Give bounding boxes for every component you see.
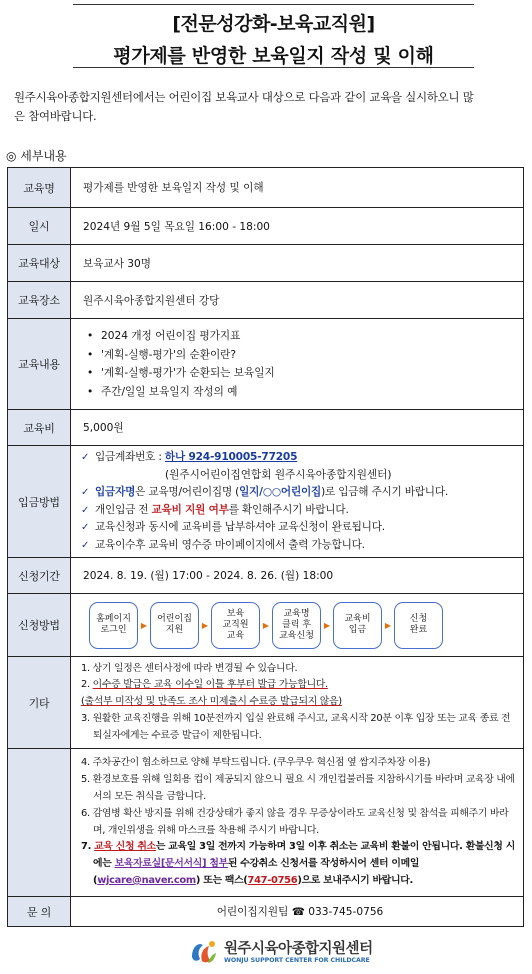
row-fee — [8, 410, 524, 446]
fax-number: 747-0756 — [247, 874, 298, 886]
account-holder: (원주시어린이집연합회 원주시육아종합지원센터) — [165, 468, 392, 481]
row-date — [8, 208, 524, 245]
title-box — [73, 4, 474, 68]
step-box: 신청 완료 — [394, 602, 443, 649]
list-item: 1. 상기 일정은 센터사정에 따라 변경될 수 있습니다. — [81, 662, 298, 674]
page-title-category: [전문성강화-보육교직원] — [172, 13, 375, 35]
list-item: (출석부 미작성 및 만족도 조사 미제출시 수료증 발급되지 않음) — [81, 696, 342, 708]
intro-line-2: 은 참여바랍니다. — [14, 109, 97, 123]
list-item: 7. 교육 신청 취소는 교육일 3일 전까지 가능하며 3일 이후 취소는 교육비 환불이 안됩니다. 환불신청 시에는 보육자료실[문서서식] 첨부된 수강취소 신청서를 작성하시어 센터 이메일(wjcare@naver.com) 또는 팩스(747-0756)으로 보내주시기 바랍니다. — [81, 841, 516, 886]
account-line: ✓ 입금계좌번호 : 하나 924-910005-77205 — [81, 449, 517, 467]
row-label: 기타 — [8, 657, 71, 749]
row-content — [8, 319, 524, 410]
row-label: 교육내용 — [8, 319, 71, 410]
list-item: • 주간/일일 보육일지 작성의 예 — [101, 383, 517, 402]
row-label: 신청기간 — [8, 558, 71, 594]
center-name-en: WONJU SUPPORT CENTER FOR CHILDCARE — [224, 956, 370, 964]
depositor-line: ✓ 입금자명은 교육명/어린이집명 (일지/○○어린이집)로 입금해 주시기 바랍니다. — [81, 484, 517, 502]
step-box: 보육 교직원 교육 — [211, 602, 260, 649]
row-other — [8, 657, 524, 749]
wonju-center-logo-icon — [188, 937, 218, 967]
row-label: 교육명 — [8, 168, 71, 208]
arrow-right-icon: ▶ — [323, 620, 331, 630]
row-contact — [8, 897, 524, 927]
row-method — [8, 594, 524, 657]
list-item: • 2024 개정 어린이집 평가지표 — [101, 327, 517, 346]
list-item: 4. 주차공간이 협소하므로 양해 부탁드립니다. (쿠우쿠우 혁신점 옆 쌈지주차장 이용) — [81, 757, 431, 769]
details-table — [7, 167, 524, 927]
arrow-right-icon: ▶ — [201, 620, 209, 630]
row-label: 입금방법 — [8, 446, 71, 558]
step-box: 어린이집 지원 — [150, 602, 199, 649]
course-name: 평가제를 반영한 보육일지 작성 및 이해 — [71, 168, 524, 208]
course-date: 2024년 9월 5일 목요일 16:00 - 18:00 — [71, 208, 524, 245]
receipt-note: ✓ 교육이수후 교육비 영수증 마이페이지에서 출력 가능합니다. — [81, 537, 517, 555]
arrow-right-icon: ▶ — [384, 620, 392, 630]
intro-text — [14, 88, 530, 126]
list-item: 6. 감염병 확산 방지를 위해 건강상태가 좋지 않을 경우 무증상이라도 교육신청 및 참석을 피해주기 바라며, 개인위생을 위해 마스크를 착용해 주시기 바랍니다. — [81, 807, 509, 836]
step-box: 교육명 클릭 후 교육신청 — [272, 602, 321, 649]
list-item: • '계획-실행-평가'가 순환되는 보육일지 — [101, 364, 517, 383]
list-item: • '계획-실행-평가'의 순환이란? — [101, 346, 517, 365]
apply-flow — [89, 602, 517, 649]
course-place: 원주시육아종합지원센터 강당 — [71, 282, 524, 319]
footer-logo — [188, 937, 373, 967]
payment-note: ✓ 교육신청과 동시에 교육비를 납부하셔야 교육신청이 완료됩니다. — [81, 519, 517, 537]
course-target: 보육교사 30명 — [71, 245, 524, 282]
arrow-right-icon: ▶ — [262, 620, 270, 630]
notes-list-b — [79, 755, 517, 889]
list-item: 2. 이수증 발급은 교육 이수일 이틀 후부터 발급 가능합니다. — [81, 679, 328, 691]
row-label: 교육장소 — [8, 282, 71, 319]
row-payment — [8, 446, 524, 558]
step-box: 교육비 입금 — [333, 602, 382, 649]
list-item: 5. 환경보호를 위해 일회용 컵이 제공되지 않으니 필요 시 개인컵불러를 지참하시기를 바라며 교육장 내에서의 모든 취식을 금합니다. — [81, 774, 515, 802]
bank-account: 하나 924-910005-77205 — [164, 451, 298, 463]
row-label: 신청방법 — [8, 594, 71, 657]
page-title: 평가제를 반영한 보육일지 작성 및 이해 — [113, 45, 434, 67]
support-line: ✓ 개인입금 전 교육비 지원 여부를 확인해주시기 바랍니다. — [81, 502, 517, 520]
content-list — [83, 327, 517, 401]
row-place — [8, 282, 524, 319]
row-name — [8, 168, 524, 208]
contact-info: 어린이집지원팀 ☎ 033-745-0756 — [71, 897, 524, 927]
course-fee: 5,000원 — [71, 410, 524, 446]
list-item: 3. 원활한 교육진행을 위해 10분전까지 입실 완료해 주시고, 교육시작 20분 이후 입장 또는 교육 종료 전 퇴실자에게는 수료증 발급이 제한됩니다. — [81, 712, 511, 741]
row-label: 교육비 — [8, 410, 71, 446]
apply-period: 2024. 8. 19. (월) 17:00 - 2024. 8. 26. (월) 18:00 — [71, 558, 524, 594]
step-box: 홈페이지 로그인 — [89, 602, 138, 649]
row-other-cont — [8, 749, 524, 897]
row-period — [8, 558, 524, 594]
row-label: 문 의 — [8, 897, 71, 927]
center-name: 원주시육아종합지원센터 — [224, 940, 373, 957]
resource-link[interactable]: 보육자료실[문서서식] 첨부 — [114, 858, 228, 870]
row-target — [8, 245, 524, 282]
row-label: 일시 — [8, 208, 71, 245]
notes-list-a — [79, 661, 517, 745]
row-label: 교육대상 — [8, 245, 71, 282]
arrow-right-icon: ▶ — [140, 620, 148, 630]
intro-line-1: 원주시육아종합지원센터에서는 어린이집 보육교사 대상으로 다음과 같이 교육을 실시하오니 많 — [14, 90, 474, 104]
section-title: ◎ 세부내용 — [6, 149, 67, 163]
email-link[interactable]: wjcare@naver.com — [97, 874, 196, 886]
